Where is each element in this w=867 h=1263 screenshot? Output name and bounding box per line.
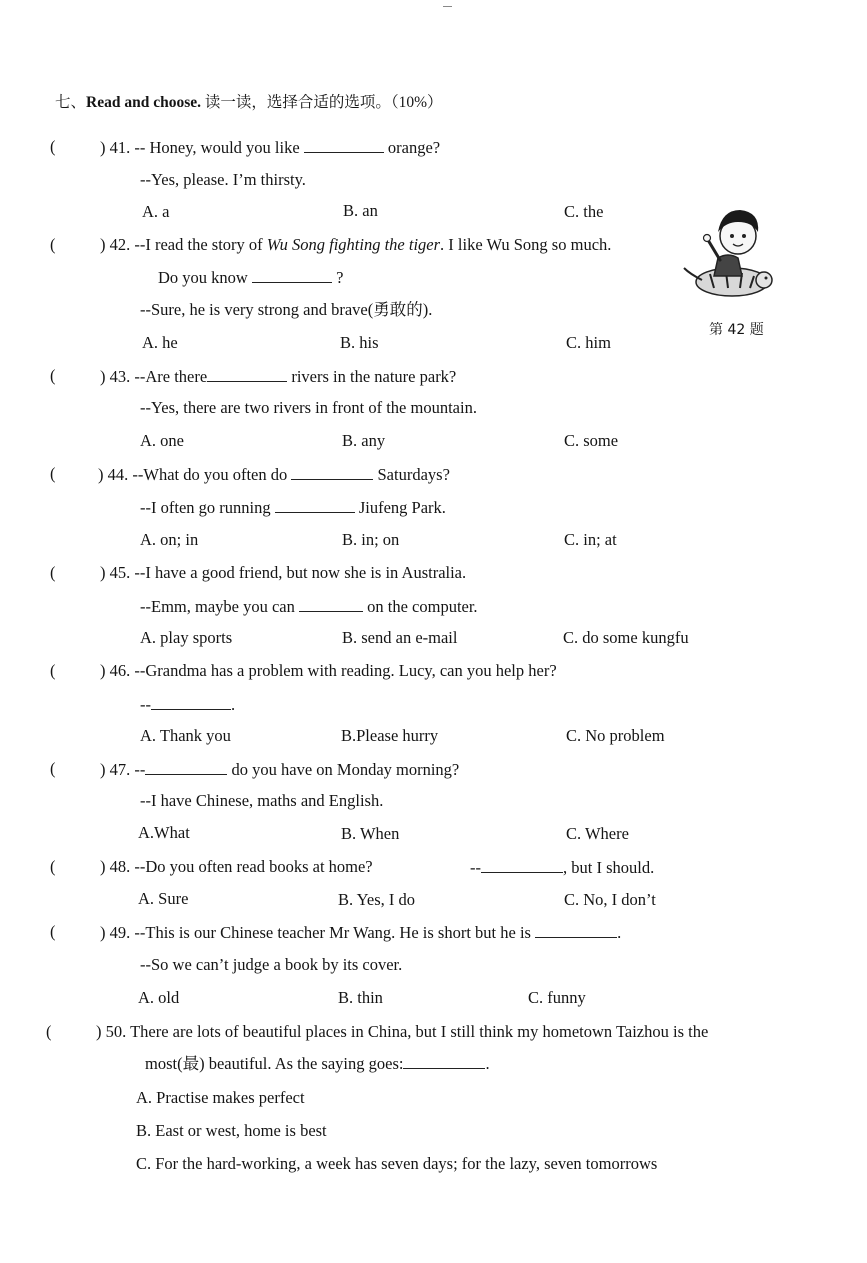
answer-text: --Emm, maybe you can — [140, 597, 295, 616]
question-text — [96, 1022, 708, 1042]
question-number: ) 45. — [100, 563, 131, 582]
option-b: B. Yes, I do — [338, 890, 416, 909]
section-number: 七、 — [55, 94, 87, 111]
question-line: --What do you often do — [132, 465, 288, 484]
option-c: C. in; at — [564, 530, 617, 549]
section-title-en: Read and choose. — [86, 94, 201, 111]
question-text — [100, 563, 466, 583]
illustration-caption: 第 42 题 — [709, 322, 764, 338]
option-a: A. play sports — [140, 628, 233, 647]
answer-paren-open: ( — [50, 366, 56, 385]
option-c: C. For the hard-working, a week has seven days; for the lazy, seven tomorrows — [136, 1154, 658, 1173]
question-text — [100, 366, 456, 387]
answer-paren-open: ( — [50, 563, 56, 582]
option-c: C. No problem — [566, 726, 665, 745]
question-line: Saturdays? — [377, 465, 450, 484]
answer-paren-open: ( — [50, 661, 56, 680]
option-a: A. a — [142, 202, 170, 221]
answer-text: --I often go running — [140, 498, 271, 517]
answer-paren-open: ( — [50, 857, 56, 876]
question-line: --Are there — [134, 367, 208, 386]
question-number: ) 43. — [100, 367, 131, 386]
answer-paren-open: ( — [50, 922, 56, 941]
option-a: A. old — [138, 988, 180, 1007]
option-b: B. in; on — [342, 530, 400, 549]
option-a: A.What — [138, 823, 190, 842]
question-dash: -- — [134, 760, 146, 779]
question-number: ) 42. — [100, 235, 131, 254]
option-b: B.Please hurry — [341, 726, 439, 745]
wu-song-tiger-illustration — [682, 208, 774, 304]
question-mark: ? — [336, 268, 344, 287]
question-number: ) 48. — [100, 857, 131, 876]
question-line: most(最) beautiful. As the saying goes: — [145, 1054, 404, 1073]
answer-paren-open: ( — [46, 1022, 52, 1041]
option-c: C. No, I don’t — [564, 890, 656, 909]
question-period: . — [485, 1054, 490, 1073]
option-b: B. send an e-mail — [342, 628, 458, 647]
question-period: . — [617, 923, 622, 942]
answer-blank — [207, 366, 287, 382]
option-c: C. funny — [528, 988, 586, 1007]
question-line: Do you know — [158, 268, 248, 287]
answer-line: --Yes, there are two rivers in front of the mountain. — [140, 398, 477, 417]
answer-blank — [403, 1053, 485, 1069]
option-a: A. Practise makes perfect — [136, 1088, 305, 1107]
question-text — [98, 464, 450, 485]
answer-text: Jiufeng Park. — [358, 498, 446, 517]
option-b: B. East or west, home is best — [136, 1121, 327, 1140]
answer-line: --Sure, he is very strong and brave(勇敢的). — [140, 300, 433, 319]
story-title: Wu Song fighting the tiger — [266, 235, 441, 254]
question-line-2 — [158, 267, 343, 288]
option-b: B. his — [340, 333, 379, 352]
answer-blank — [291, 464, 373, 480]
option-c: C. some — [564, 431, 619, 450]
question-line: --I read the story of — [134, 235, 263, 254]
answer-blank — [252, 267, 332, 283]
question-number: ) 47. — [100, 760, 131, 779]
answer-line — [140, 497, 446, 518]
option-c: C. the — [564, 202, 604, 221]
answer-blank — [535, 922, 617, 938]
answer-dash: -- — [470, 858, 481, 877]
question-line: --Do you often read books at home? — [134, 857, 373, 876]
answer-paren-open: ( — [50, 759, 56, 778]
answer-paren-open: ( — [50, 464, 56, 483]
option-b: B. When — [341, 824, 400, 843]
answer-line — [470, 857, 654, 878]
answer-text: on the computer. — [367, 597, 478, 616]
answer-dash: -- — [140, 695, 151, 714]
option-a: A. on; in — [140, 530, 199, 549]
answer-line: --Yes, please. I’m thirsty. — [140, 170, 306, 189]
option-c: C. do some kungfu — [563, 628, 689, 647]
option-b: B. thin — [338, 988, 383, 1007]
answer-line: --I have Chinese, maths and English. — [140, 791, 384, 810]
option-a: A. Thank you — [140, 726, 231, 745]
question-line: --I have a good friend, but now she is in Australia. — [134, 563, 467, 582]
answer-blank — [304, 137, 384, 153]
question-line: . I like Wu Song so much. — [440, 235, 612, 254]
option-a: A. one — [140, 431, 184, 450]
answer-paren-open: ( — [50, 137, 56, 156]
question-number: ) 46. — [100, 661, 131, 680]
question-number: ) 50. — [96, 1022, 127, 1041]
question-text — [100, 922, 621, 943]
question-line: do you have on Monday morning? — [231, 760, 460, 779]
answer-line: --So we can’t judge a book by its cover. — [140, 955, 403, 974]
option-a: A. he — [142, 333, 178, 352]
answer-blank — [151, 694, 231, 710]
answer-line — [140, 694, 235, 715]
question-line-2 — [145, 1053, 490, 1074]
question-line: There are lots of beautiful places in China, but I still think my hometown Taizhou is the — [130, 1022, 709, 1041]
option-a: A. Sure — [138, 889, 189, 908]
section-title-cn: 读一读，选择合适的选项。（10%） — [204, 94, 443, 111]
answer-blank — [145, 759, 227, 775]
answer-blank — [299, 596, 363, 612]
section-title — [55, 93, 443, 113]
answer-blank — [275, 497, 355, 513]
question-text — [100, 857, 373, 877]
question-line: --Grandma has a problem with reading. Lucy, can you help her? — [134, 661, 557, 680]
question-number: ) 49. — [100, 923, 131, 942]
question-number: ) 41. — [100, 138, 131, 157]
option-b: B. any — [342, 431, 386, 450]
question-text — [100, 661, 557, 681]
option-c: C. him — [566, 333, 611, 352]
question-text — [100, 759, 459, 780]
answer-line — [140, 596, 478, 617]
option-b: B. an — [343, 201, 378, 220]
question-line: rivers in the nature park? — [291, 367, 457, 386]
question-line: -- Honey, would you like — [134, 138, 300, 157]
answer-text: , but I should. — [563, 858, 655, 877]
scan-mark — [443, 6, 452, 7]
question-number: ) 44. — [98, 465, 129, 484]
question-text — [100, 137, 440, 158]
option-c: C. Where — [566, 824, 629, 843]
question-text — [100, 235, 611, 255]
question-line: orange? — [387, 138, 441, 157]
answer-period: . — [231, 695, 236, 714]
answer-blank — [481, 857, 563, 873]
answer-paren-open: ( — [50, 235, 56, 254]
question-line: --This is our Chinese teacher Mr Wang. He is short but he is — [134, 923, 531, 942]
